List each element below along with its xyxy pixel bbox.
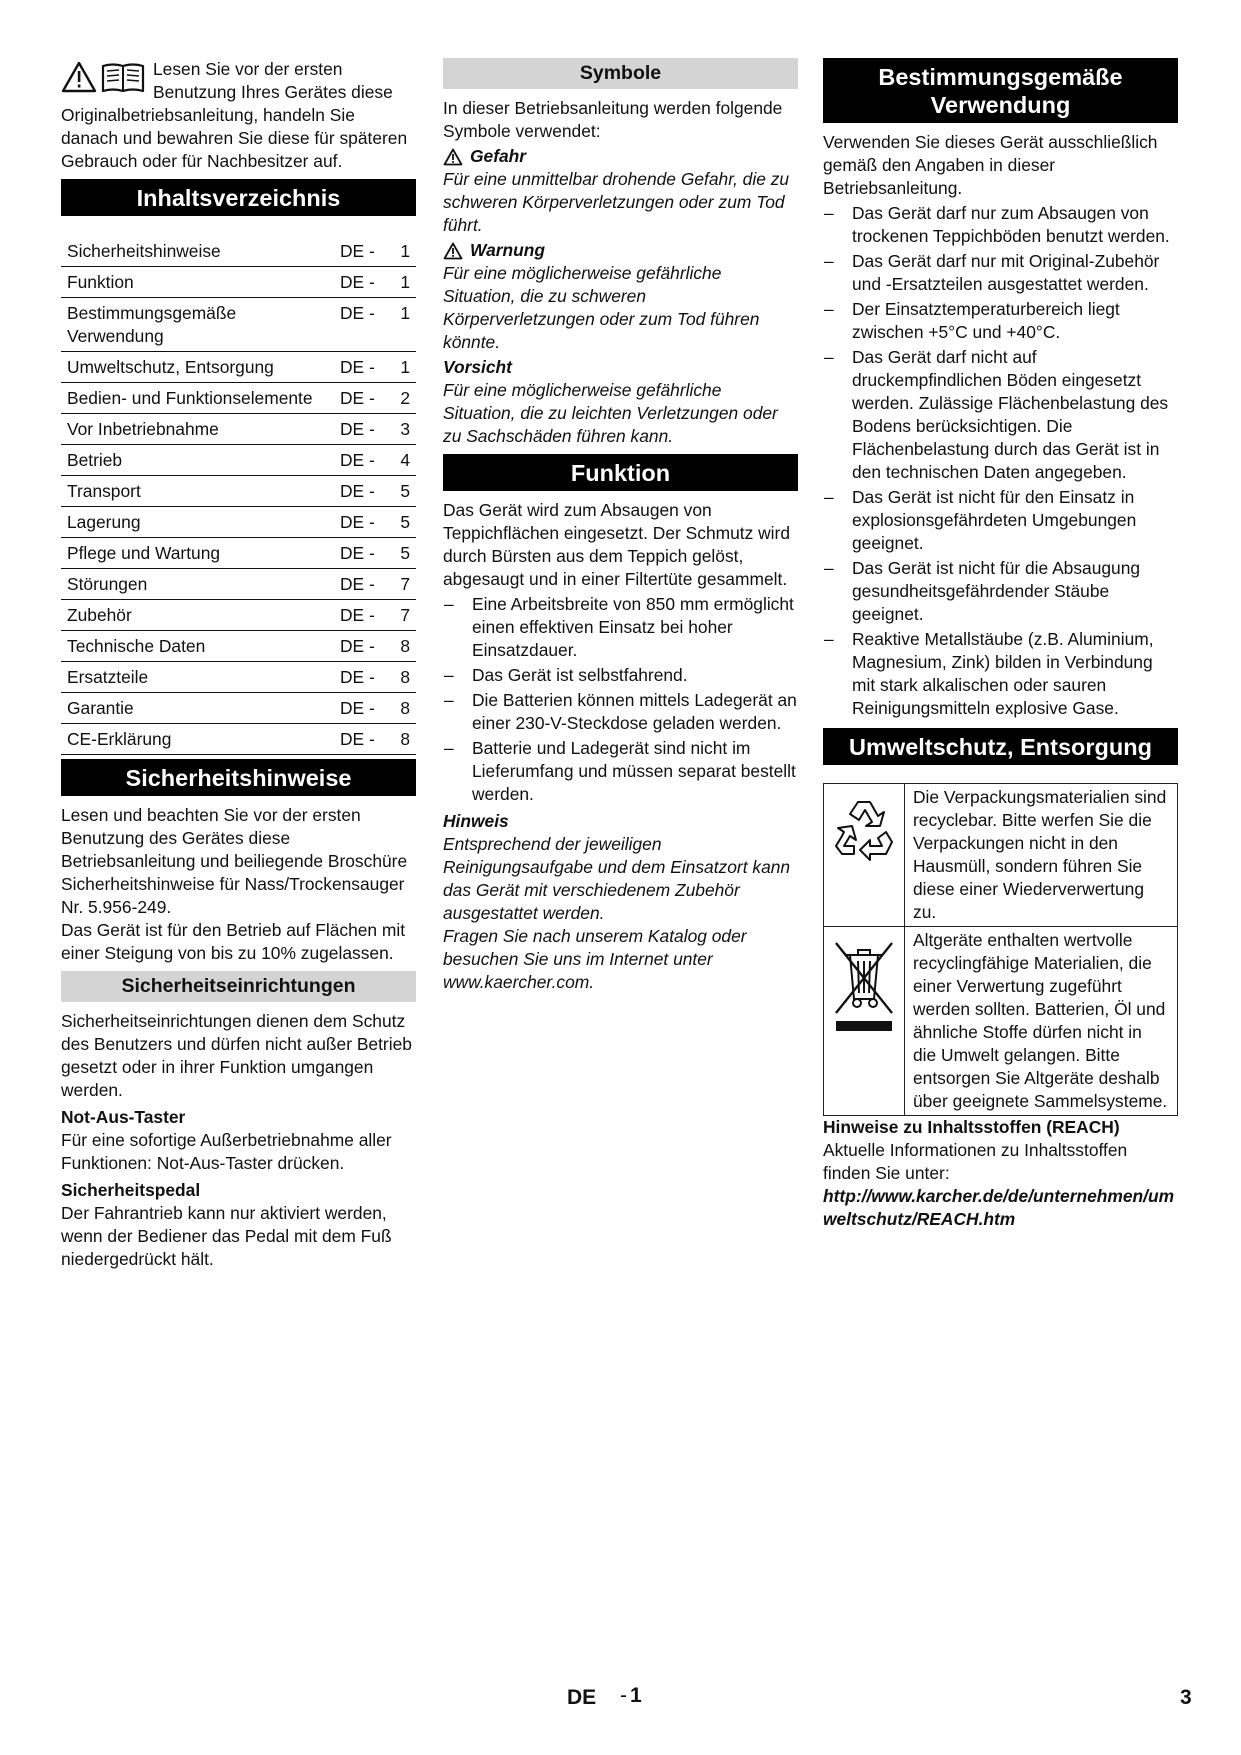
toc-entry[interactable] bbox=[61, 662, 416, 693]
toc-entry-page: 8 bbox=[400, 729, 410, 749]
note-text-1: Entsprechend der jeweiligen Reinigungsaufgabe und dem Einsatzort kann das Gerät mit verschiedenem Zubehör ausgestattet werden. bbox=[443, 834, 791, 923]
toc-entry-prefix: DE - bbox=[340, 481, 375, 501]
toc-entry-page: 4 bbox=[400, 450, 410, 470]
toc-entry-page: 5 bbox=[400, 543, 410, 563]
list-item: – Der Einsatztemperaturbereich liegt zwischen +5°C und +40°C. bbox=[823, 298, 1178, 344]
toc-entry[interactable] bbox=[61, 352, 416, 383]
crossed-bin-icon bbox=[828, 935, 900, 1035]
weee-icon-cell bbox=[824, 927, 905, 1116]
toc-entry-prefix: DE - bbox=[340, 605, 375, 625]
warning-icon bbox=[63, 63, 95, 91]
footer-language: DE bbox=[567, 1686, 597, 1709]
list-item: – Das Gerät ist nicht für den Einsatz in explosionsgefährdeten Umgebungen geeignet. bbox=[823, 486, 1178, 555]
toc-entry-title: Störungen bbox=[67, 574, 148, 594]
toc-entry-title: Technische Daten bbox=[67, 636, 206, 656]
toc-entry-title: Bestimmungsgemäße Verwendung bbox=[67, 303, 237, 346]
recycle-icon-cell bbox=[824, 784, 905, 927]
safety-paragraph-1: Lesen und beachten Sie vor der ersten Benutzung des Gerätes diese Betriebsanleitung und beiliegende Broschüre Sicherheitshinweise für Nass/Trockensauger Nr. 5.956-249. bbox=[61, 805, 408, 917]
caution-label-text: Vorsicht bbox=[443, 357, 512, 377]
page-number: 3 bbox=[1180, 1686, 1192, 1709]
toc-entry-title: Zubehör bbox=[67, 605, 132, 625]
danger-label bbox=[443, 145, 798, 168]
toc-entry-page: 5 bbox=[400, 512, 410, 532]
pedal-text: Der Fahrantrieb kann nur aktiviert werden, wenn der Bediener das Pedal mit dem Fuß niedergedrückt hält. bbox=[61, 1203, 392, 1269]
toc-entry-page: 7 bbox=[400, 574, 410, 594]
toc-entry[interactable] bbox=[61, 569, 416, 600]
footer-separator: - bbox=[620, 1684, 627, 1707]
toc-entry[interactable] bbox=[61, 507, 416, 538]
toc-entry-prefix: DE - bbox=[340, 450, 375, 470]
toc-entry-title: Funktion bbox=[67, 272, 134, 292]
toc-rows bbox=[61, 236, 416, 755]
estop-heading: Not-Aus-Taster bbox=[61, 1107, 186, 1127]
toc-entry-page: 1 bbox=[400, 357, 410, 377]
toc-entry[interactable] bbox=[61, 236, 416, 267]
function-list bbox=[443, 593, 798, 806]
table-of-contents bbox=[61, 236, 416, 755]
symbols-heading: Symbole bbox=[443, 58, 798, 89]
toc-entry[interactable] bbox=[61, 600, 416, 631]
toc-entry[interactable] bbox=[61, 267, 416, 298]
toc-entry-prefix: DE - bbox=[340, 388, 375, 408]
environment-heading: Umweltschutz, Entsorgung bbox=[823, 728, 1178, 765]
danger-label-text: Gefahr bbox=[470, 146, 527, 166]
reach-heading: Hinweise zu Inhaltsstoffen (REACH) bbox=[823, 1117, 1120, 1137]
toc-entry-title: Lagerung bbox=[67, 512, 141, 532]
toc-entry-title: Ersatzteile bbox=[67, 667, 149, 687]
column-right bbox=[823, 58, 1178, 1231]
list-item: – Das Gerät ist nicht für die Absaugung gesundheitsgefährdender Stäube geeignet. bbox=[823, 557, 1178, 626]
estop-text: Für eine sofortige Außerbetriebnahme aller Funktionen: Not-Aus-Taster drücken. bbox=[61, 1130, 392, 1173]
toc-entry-prefix: DE - bbox=[340, 303, 375, 323]
reach-text: Aktuelle Informationen zu Inhaltsstoffen finden Sie unter: bbox=[823, 1140, 1128, 1183]
toc-entry-prefix: DE - bbox=[340, 512, 375, 532]
list-item: – Eine Arbeitsbreite von 850 mm ermöglicht einen effektiven Einsatz bei hoher Einsatzdauer. bbox=[443, 593, 798, 662]
symbols-intro: In dieser Betriebsanleitung werden folgende Symbole verwendet: bbox=[443, 98, 783, 141]
toc-entry[interactable] bbox=[61, 724, 416, 755]
toc-entry-prefix: DE - bbox=[340, 543, 375, 563]
toc-entry-page: 1 bbox=[400, 272, 410, 292]
caution-label bbox=[443, 356, 798, 379]
toc-entry-page: 8 bbox=[400, 698, 410, 718]
toc-entry-prefix: DE - bbox=[340, 636, 375, 656]
toc-entry[interactable] bbox=[61, 631, 416, 662]
toc-entry[interactable] bbox=[61, 476, 416, 507]
note-heading: Hinweis bbox=[443, 811, 509, 831]
intro-icons bbox=[61, 60, 147, 94]
reach-link[interactable]: http://www.karcher.de/de/unternehmen/umweltschutz/REACH.htm bbox=[823, 1186, 1175, 1229]
function-text: Das Gerät wird zum Absaugen von Teppichflächen eingesetzt. Der Schmutz wird durch Bürsten aus dem Teppich gelöst, abgesaugt und in einer Filtertüte gesammelt. bbox=[443, 500, 791, 589]
intended-use-text: Verwenden Sie dieses Gerät ausschließlich gemäß den Angaben in dieser Betriebsanleitung. bbox=[823, 132, 1158, 198]
toc-entry-title: Umweltschutz, Entsorgung bbox=[67, 357, 274, 377]
toc-entry-page: 1 bbox=[400, 241, 410, 261]
toc-entry-title: Vor Inbetriebnahme bbox=[67, 419, 219, 439]
toc-entry-prefix: DE - bbox=[340, 241, 375, 261]
list-item: – Das Gerät ist selbstfahrend. bbox=[443, 664, 798, 687]
toc-entry-prefix: DE - bbox=[340, 357, 375, 377]
toc-entry-title: Sicherheitshinweise bbox=[67, 241, 221, 261]
toc-entry-prefix: DE - bbox=[340, 667, 375, 687]
warning-triangle-icon bbox=[443, 242, 463, 260]
column-left bbox=[61, 58, 416, 1271]
toc-entry-prefix: DE - bbox=[340, 272, 375, 292]
list-item: – Batterie und Ladegerät sind nicht im Lieferumfang und müssen separat bestellt werden. bbox=[443, 737, 798, 806]
recycle-icon bbox=[828, 792, 900, 864]
pedal-heading: Sicherheitspedal bbox=[61, 1180, 201, 1200]
toc-entry[interactable] bbox=[61, 693, 416, 724]
function-heading: Funktion bbox=[443, 454, 798, 491]
safety-devices-heading: Sicherheitseinrichtungen bbox=[61, 971, 416, 1002]
intro-text: Lesen Sie vor der ersten Benutzung Ihres Gerätes diese Originalbetriebsanleitung, handeln Sie danach und bewahren Sie diese für späteren Gebrauch oder für Nachbesitzer auf. bbox=[61, 59, 408, 171]
toc-entry-title: CE-Erklärung bbox=[67, 729, 172, 749]
list-item: – Die Batterien können mittels Ladegerät an einer 230-V-Steckdose geladen werden. bbox=[443, 689, 798, 735]
toc-entry-page: 7 bbox=[400, 605, 410, 625]
toc-entry-title: Betrieb bbox=[67, 450, 123, 470]
toc-entry[interactable] bbox=[61, 538, 416, 569]
toc-entry[interactable] bbox=[61, 298, 416, 352]
intended-use-heading: Bestimmungsgemäße Verwendung bbox=[823, 58, 1178, 123]
toc-entry-page: 8 bbox=[400, 636, 410, 656]
toc-entry[interactable] bbox=[61, 414, 416, 445]
toc-entry-page: 1 bbox=[400, 303, 410, 323]
toc-entry-prefix: DE - bbox=[340, 729, 375, 749]
list-item: – Reaktive Metallstäube (z.B. Aluminium, Magnesium, Zink) bilden in Verbindung mit stark alkalischen oder sauren Reinigungsmitteln explosive Gase. bbox=[823, 628, 1178, 720]
toc-entry-page: 8 bbox=[400, 667, 410, 687]
column-middle bbox=[443, 58, 798, 994]
safety-paragraph-2: Das Gerät ist für den Betrieb auf Flächen mit einer Steigung von bis zu 10% zugelassen. bbox=[61, 920, 406, 963]
intro-block bbox=[61, 58, 416, 173]
toc-entry[interactable] bbox=[61, 445, 416, 476]
manual-book-icon bbox=[103, 65, 143, 92]
toc-entry-prefix: DE - bbox=[340, 698, 375, 718]
toc-entry-title: Transport bbox=[67, 481, 141, 501]
warning-label bbox=[443, 239, 798, 262]
toc-entry-prefix: DE - bbox=[340, 419, 375, 439]
table-row bbox=[824, 784, 1178, 927]
list-item: – Das Gerät darf nicht auf druckempfindlichen Böden eingesetzt werden. Zulässige Flächenbelastung des Bodens berücksichtigen. Die Flächenbelastung durch das Gerät ist in den technischen Daten angegeben. bbox=[823, 346, 1178, 484]
warning-label-text: Warnung bbox=[470, 240, 546, 260]
table-row bbox=[824, 927, 1178, 1116]
toc-entry[interactable] bbox=[61, 383, 416, 414]
note-text-2: Fragen Sie nach unserem Katalog oder besuchen Sie uns im Internet unter www.kaercher.com. bbox=[443, 926, 747, 992]
toc-entry-title: Bedien- und Funktionselemente bbox=[67, 388, 313, 408]
danger-warning-icon bbox=[443, 148, 463, 166]
danger-text: Für eine unmittelbar drohende Gefahr, die zu schweren Körperverletzungen oder zum Tod führt. bbox=[443, 169, 790, 235]
toc-entry-page: 5 bbox=[400, 481, 410, 501]
safety-devices-text: Sicherheitseinrichtungen dienen dem Schutz des Benutzers und dürfen nicht außer Betrieb gesetzt oder in ihrer Funktion umgangen werden. bbox=[61, 1011, 412, 1100]
list-item: – Das Gerät darf nur zum Absaugen von trockenen Teppichböden benutzt werden. bbox=[823, 202, 1178, 248]
intended-use-list bbox=[823, 202, 1178, 720]
safety-heading: Sicherheitshinweise bbox=[61, 759, 416, 796]
recycle-text: Die Verpackungsmaterialien sind recyclebar. Bitte werfen Sie die Verpackungen nicht in den Hausmüll, sondern führen Sie diese einer Wiederverwertung zu. bbox=[905, 784, 1178, 927]
toc-entry-title: Garantie bbox=[67, 698, 134, 718]
caution-text: Für eine möglicherweise gefährliche Situation, die zu leichten Verletzungen oder zu Sachschäden führen kann. bbox=[443, 380, 778, 446]
toc-heading: Inhaltsverzeichnis bbox=[61, 179, 416, 216]
disposal-text: Altgeräte enthalten wertvolle recyclingfähige Materialien, die einer Verwertung zugeführt werden sollten. Batterien, Öl und ähnliche Stoffe dürfen nicht in die Umwelt gelangen. Bitte entsorgen Sie Altgeräte deshalb über geeignete Sammelsysteme. bbox=[905, 927, 1178, 1116]
warning-text: Für eine möglicherweise gefährliche Situation, die zu schweren Körperverletzungen oder zum Tod führen könnte. bbox=[443, 263, 760, 352]
list-item: – Das Gerät darf nur mit Original-Zubehör und -Ersatzteilen ausgestattet werden. bbox=[823, 250, 1178, 296]
toc-entry-prefix: DE - bbox=[340, 574, 375, 594]
toc-entry-page: 2 bbox=[400, 388, 410, 408]
toc-entry-page: 3 bbox=[400, 419, 410, 439]
environment-table bbox=[823, 783, 1178, 1116]
toc-entry-title: Pflege und Wartung bbox=[67, 543, 221, 563]
footer-section-page: 1 bbox=[630, 1684, 642, 1707]
